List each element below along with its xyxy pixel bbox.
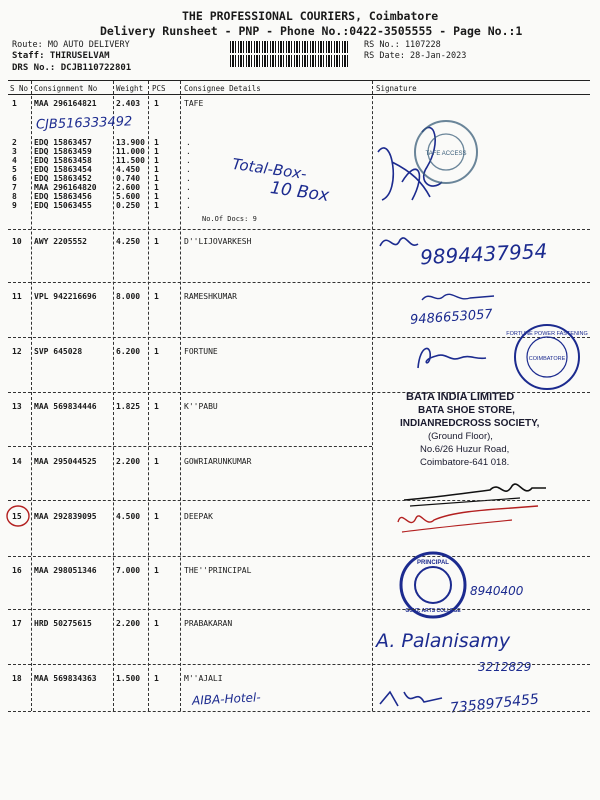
handwritten-phone: 9894437954 (419, 238, 548, 270)
rs-number: RS No.: 1107228 (364, 40, 441, 50)
stamp-tafe (412, 118, 480, 186)
stamp-fortune-text: FORTUNE POWER FASTENING (506, 331, 588, 337)
row-consignment: MAA 569834446 (34, 402, 97, 411)
row-pcs: 1 (154, 183, 159, 192)
row-weight: 7.000 (116, 566, 141, 575)
row-consignment: EDQ 15863456 (34, 192, 92, 201)
row-sno: 7 (12, 183, 17, 192)
row-weight: 0.740 (116, 174, 141, 183)
row-pcs: 1 (154, 201, 159, 210)
row-sno: 17 (12, 619, 22, 628)
handwritten-number: 3212829 (478, 660, 532, 674)
stamp-fortune (506, 322, 588, 392)
col-consignment: Consignment No (34, 84, 98, 93)
row-consignee: . (186, 138, 191, 147)
row-sno: 8 (12, 192, 17, 201)
row-weight: 8.000 (116, 292, 141, 301)
header-title: THE PROFESSIONAL COURIERS, Coimbatore (182, 9, 439, 23)
row-consignment: MAA 296164820 (34, 183, 97, 192)
staff-label: Staff: THIRUSELVAM (12, 51, 110, 61)
row-weight: 11.500 (116, 156, 145, 165)
handwritten-total-1: Total-Box- (231, 154, 308, 184)
row-consignment: EDQ 15863458 (34, 156, 92, 165)
row-consignment: EDQ 15863452 (34, 174, 92, 183)
stamp-bata-line: BATA INDIA LIMITED (406, 391, 515, 403)
row-sno: 4 (12, 156, 17, 165)
barcode-1 (230, 41, 348, 53)
row-weight: 4.500 (116, 512, 141, 521)
barcode-2 (230, 55, 348, 67)
row-consignment: MAA 298051346 (34, 566, 97, 575)
row-divider (8, 446, 372, 447)
row-consignee: . (186, 192, 191, 201)
row-consignee: . (186, 201, 191, 210)
docs-count-note: No.Of Docs: 9 (202, 215, 257, 223)
col-rule (148, 81, 149, 711)
row-pcs: 1 (154, 156, 159, 165)
row-pcs: 1 (154, 402, 159, 411)
row-pcs: 1 (154, 165, 159, 174)
row-sno: 3 (12, 147, 17, 156)
row-weight: 4.250 (116, 237, 141, 246)
stamp-bata-line: BATA SHOE STORE, (418, 405, 515, 416)
row-consignee: D''LIJOVARKESH (184, 237, 252, 246)
row-weight: 2.403 (116, 99, 141, 108)
row-pcs: 1 (154, 138, 159, 147)
row-consignee: TAFE (184, 99, 204, 108)
row-sno: 14 (12, 457, 22, 466)
row-pcs: 1 (154, 192, 159, 201)
row-consignee: RAMESHKUMAR (184, 292, 237, 301)
row-consignee: GOWRIARUNKUMAR (184, 457, 252, 466)
row-sno: 16 (12, 566, 22, 575)
row-consignee: THE''PRINCIPAL (184, 566, 252, 575)
row-pcs: 1 (154, 619, 159, 628)
row-consignee: . (186, 165, 191, 174)
row-weight: 6.200 (116, 347, 141, 356)
row-pcs: 1 (154, 457, 159, 466)
row-sno: 11 (12, 292, 22, 301)
route-label: Route: MO AUTO DELIVERY (12, 40, 130, 50)
row-sno: 18 (12, 674, 22, 683)
stamp-bata-line: (Ground Floor), (428, 431, 493, 442)
stamp-principal-text: PRINCIPAL (417, 560, 449, 566)
row-weight: 2.200 (116, 457, 141, 466)
row-weight: 1.500 (116, 674, 141, 683)
signature-row-12 (410, 338, 490, 376)
row-pcs: 1 (154, 512, 159, 521)
row-weight: 5.600 (116, 192, 141, 201)
row-consignment: EDQ 15863457 (34, 138, 92, 147)
stamp-bata-line: INDIANREDCROSS SOCIETY, (400, 418, 540, 429)
row-divider (8, 609, 590, 610)
row-divider (8, 282, 590, 283)
row-weight: 4.450 (116, 165, 141, 174)
drs-number: DRS No.: DCJB110722801 (12, 63, 132, 73)
stamp-tafe-text: TAFE ACCESS (425, 151, 467, 157)
col-rule (31, 81, 32, 711)
row-consignment: EDQ 15863454 (34, 165, 92, 174)
row-sno: 9 (12, 201, 17, 210)
row-sno: 12 (12, 347, 22, 356)
handwritten-ref: CJB516333492 (35, 114, 133, 133)
handwritten-total-2: 10 Box (268, 177, 331, 207)
row-consignee: . (186, 156, 191, 165)
table-top-rule (8, 80, 590, 81)
row-weight: 2.600 (116, 183, 141, 192)
row-consignment: AWY 2205552 (34, 237, 87, 246)
signature-row-17: A. Palanisamy (376, 630, 511, 652)
table-bottom-rule (8, 711, 590, 712)
row-divider (8, 229, 590, 230)
handwritten-phone: 7358975455 (449, 691, 540, 717)
row-pcs: 1 (154, 674, 159, 683)
row-sno: 13 (12, 402, 22, 411)
col-sno: S No (10, 84, 29, 93)
row-consignee: . (186, 183, 191, 192)
row-divider (8, 664, 590, 665)
signature-row-18 (376, 684, 446, 714)
row-consignee: . (186, 174, 191, 183)
header-subtitle: Delivery Runsheet - PNP - Phone No.:0422-3505555 - Page No.:1 (100, 24, 523, 38)
stamp-principal-sub: GOVT. ARTS COLLEGE (405, 608, 461, 614)
row-sno: 6 (12, 174, 17, 183)
signature-row-10 (376, 226, 426, 258)
col-rule (180, 81, 181, 711)
row-pcs: 1 (154, 174, 159, 183)
row-consignee: M''AJALI (184, 674, 223, 683)
row-weight: 1.825 (116, 402, 141, 411)
row-sno: 10 (12, 237, 22, 246)
row-pcs: 1 (154, 147, 159, 156)
row-pcs: 1 (154, 237, 159, 246)
stamp-bata-line: No.6/26 Huzur Road, (420, 444, 510, 455)
row-consignee: FORTUNE (184, 347, 218, 356)
row-divider (8, 556, 590, 557)
table-header-rule (8, 94, 590, 95)
row-consignment: HRD 50275615 (34, 619, 92, 628)
row-consignee: PRABAKARAN (184, 619, 233, 628)
handwritten-consignee-note: AIBA-Hotel- (191, 690, 261, 708)
row-consignment: EDQ 15863459 (34, 147, 92, 156)
row-pcs: 1 (154, 292, 159, 301)
row-weight: 2.200 (116, 619, 141, 628)
row-sno: 15 (12, 512, 22, 521)
row-consignment: VPL 942216696 (34, 292, 97, 301)
row-consignment: MAA 292839095 (34, 512, 97, 521)
handwritten-phone: 9486653057 (409, 307, 494, 328)
rs-date: RS Date: 28-Jan-2023 (364, 51, 467, 61)
stamp-fortune-city: COIMBATORE (528, 356, 566, 362)
row-weight: 11.000 (116, 147, 145, 156)
row-divider (8, 337, 590, 338)
col-pcs: PCS (152, 84, 166, 93)
stamp-bata-line: Coimbatore-641 018. (420, 457, 510, 468)
handwritten-phone: 8940400 (470, 584, 524, 598)
col-rule (113, 81, 114, 711)
col-weight: Weight (116, 84, 144, 93)
row-consignee: K''PABU (184, 402, 218, 411)
row-weight: 0.250 (116, 201, 141, 210)
col-consignee: Consignee Details (184, 84, 261, 93)
row-consignment: MAA 296164821 (34, 99, 97, 108)
row-pcs: 1 (154, 99, 159, 108)
row-sno: 5 (12, 165, 17, 174)
row-consignment: MAA 295044525 (34, 457, 97, 466)
row-consignee: . (186, 147, 191, 156)
row-pcs: 1 (154, 566, 159, 575)
row-consignment: MAA 569834363 (34, 674, 97, 683)
row-weight: 13.900 (116, 138, 145, 147)
row-sno: 1 (12, 99, 17, 108)
row-consignment: EDQ 15063455 (34, 201, 92, 210)
col-signature: Signature (376, 84, 417, 93)
row-consignee: DEEPAK (184, 512, 213, 521)
row-consignment: SVP 645028 (34, 347, 83, 356)
row-pcs: 1 (154, 347, 159, 356)
signature-row-11 (418, 286, 498, 308)
signature-row-15 (392, 498, 542, 540)
row-sno: 2 (12, 138, 17, 147)
